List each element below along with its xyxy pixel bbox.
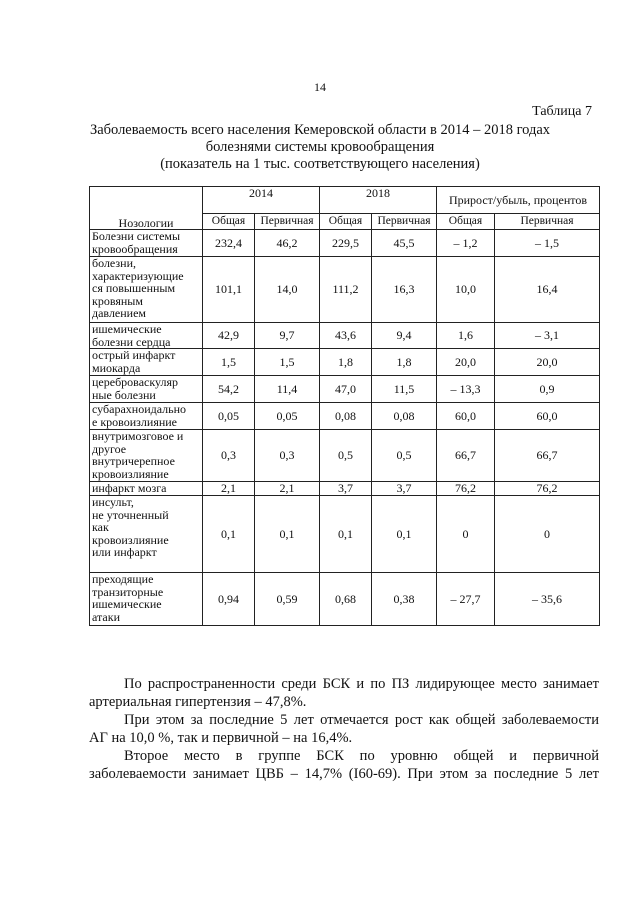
value-primary-2018: 45,5 (372, 230, 437, 257)
table-row (90, 482, 600, 496)
value-primary-2018: 0,08 (372, 403, 437, 430)
value-total-2018: 3,7 (320, 482, 372, 496)
table-body (90, 230, 600, 626)
value-total-2018: 229,5 (320, 230, 372, 257)
value-primary-2018: 16,3 (372, 257, 437, 323)
nosology-name: болезни, характеризующие ся повышенным кровяным давлением (90, 257, 203, 323)
table-row (90, 323, 600, 349)
nosology-name: преходящие транзиторные ишемические атаки (90, 573, 203, 626)
value-total-2014: 1,5 (203, 349, 255, 376)
paragraph-line: АГ на 10,0 %, так и первичной – на 16,4%. (89, 730, 353, 746)
table-row (90, 230, 600, 257)
value-total-2014: 0,3 (203, 430, 255, 482)
value-primary-change: 0 (495, 496, 600, 573)
value-primary-2018: 3,7 (372, 482, 437, 496)
header-primary-change: Первичная (495, 214, 600, 230)
table-row (90, 257, 600, 323)
value-total-change: 10,0 (437, 257, 495, 323)
page-number: 14 (314, 80, 326, 94)
value-total-change: 20,0 (437, 349, 495, 376)
value-primary-change: 60,0 (495, 403, 600, 430)
table-row (90, 349, 600, 376)
header-total-change: Общая (437, 214, 495, 230)
value-primary-change: – 1,5 (495, 230, 600, 257)
value-primary-2014: 11,4 (255, 376, 320, 403)
value-primary-change: 66,7 (495, 430, 600, 482)
nosology-name: Болезни системы кровообращения (90, 230, 203, 257)
paragraph-line: По распространенности среди БСК и по ПЗ лидирующее место занимает (124, 676, 599, 692)
value-total-2018: 43,6 (320, 323, 372, 349)
value-primary-change: 76,2 (495, 482, 600, 496)
value-primary-change: 20,0 (495, 349, 600, 376)
table-row (90, 403, 600, 430)
value-total-2018: 1,8 (320, 349, 372, 376)
nosology-name: внутримозговое и другое внутричерепное кровоизлияние (90, 430, 203, 482)
nosology-name: острый инфаркт миокарда (90, 349, 203, 376)
morbidity-table (89, 186, 600, 626)
header-total-2014: Общая (203, 214, 255, 230)
value-total-2018: 47,0 (320, 376, 372, 403)
table-row (90, 496, 600, 573)
value-total-2014: 0,94 (203, 573, 255, 626)
value-total-2018: 0,08 (320, 403, 372, 430)
nosology-name: инфаркт мозга (90, 482, 203, 496)
nosology-name: субарахноидально е кровоизлияние (90, 403, 203, 430)
caption-line: (показатель на 1 тыс. соответствующего населения) (160, 156, 480, 172)
value-total-2014: 54,2 (203, 376, 255, 403)
header-primary-2014: Первичная (255, 214, 320, 230)
paragraph-line: артериальная гипертензия – 47,8%. (89, 694, 307, 710)
header-nosology: Нозологии (90, 187, 203, 230)
value-primary-2018: 9,4 (372, 323, 437, 349)
value-primary-2014: 0,3 (255, 430, 320, 482)
value-total-change: 1,6 (437, 323, 495, 349)
value-primary-2014: 1,5 (255, 349, 320, 376)
table-label: Таблица 7 (532, 104, 592, 119)
value-primary-2014: 0,59 (255, 573, 320, 626)
paragraph-line: При этом за последние 5 лет отмечается рост как общей заболеваемости (124, 712, 599, 728)
value-primary-2018: 11,5 (372, 376, 437, 403)
value-primary-2014: 0,05 (255, 403, 320, 430)
body-paragraph (89, 711, 599, 747)
value-primary-change: – 3,1 (495, 323, 600, 349)
value-total-2018: 0,68 (320, 573, 372, 626)
value-primary-2018: 1,8 (372, 349, 437, 376)
value-primary-2018: 0,1 (372, 496, 437, 573)
nosology-name: инсульт, не уточненный как кровоизлияние или инфаркт (90, 496, 203, 573)
caption-line: Заболеваемость всего населения Кемеровской области в 2014 – 2018 годах (89, 122, 551, 138)
value-total-2018: 0,1 (320, 496, 372, 573)
value-total-2014: 42,9 (203, 323, 255, 349)
value-total-change: 76,2 (437, 482, 495, 496)
header-primary-2018: Первичная (372, 214, 437, 230)
body-paragraph (89, 747, 599, 783)
value-primary-2014: 14,0 (255, 257, 320, 323)
header-change: Прирост/убыль, процентов (437, 187, 600, 214)
value-total-2018: 0,5 (320, 430, 372, 482)
value-primary-2014: 0,1 (255, 496, 320, 573)
value-total-2018: 111,2 (320, 257, 372, 323)
value-total-change: 66,7 (437, 430, 495, 482)
value-primary-2014: 46,2 (255, 230, 320, 257)
table-row (90, 376, 600, 403)
paragraph-line: заболеваемости занимает ЦВБ – 14,7% (I60-69). При этом за последние 5 лет (89, 766, 599, 782)
paragraph-line: Второе место в группе БСК по уровню общей и первичной (124, 748, 599, 764)
body-paragraph (89, 675, 599, 711)
header-year-2018: 2018 (320, 187, 437, 214)
nosology-name: ишемические болезни сердца (90, 323, 203, 349)
value-primary-change: 16,4 (495, 257, 600, 323)
value-total-change: – 1,2 (437, 230, 495, 257)
value-primary-2018: 0,5 (372, 430, 437, 482)
nosology-name: цереброваскуляр ные болезни (90, 376, 203, 403)
table-row (90, 430, 600, 482)
value-primary-change: 0,9 (495, 376, 600, 403)
table-row (90, 573, 600, 626)
value-total-2014: 232,4 (203, 230, 255, 257)
value-primary-change: – 35,6 (495, 573, 600, 626)
value-primary-2018: 0,38 (372, 573, 437, 626)
value-total-2014: 101,1 (203, 257, 255, 323)
value-total-2014: 0,1 (203, 496, 255, 573)
value-total-change: – 13,3 (437, 376, 495, 403)
header-year-2014: 2014 (203, 187, 320, 214)
value-total-change: – 27,7 (437, 573, 495, 626)
header-total-2018: Общая (320, 214, 372, 230)
value-primary-2014: 2,1 (255, 482, 320, 496)
value-primary-2014: 9,7 (255, 323, 320, 349)
table-caption (40, 122, 600, 173)
value-total-change: 60,0 (437, 403, 495, 430)
caption-line: болезнями системы кровообращения (205, 139, 435, 155)
value-total-change: 0 (437, 496, 495, 573)
value-total-2014: 2,1 (203, 482, 255, 496)
value-total-2014: 0,05 (203, 403, 255, 430)
